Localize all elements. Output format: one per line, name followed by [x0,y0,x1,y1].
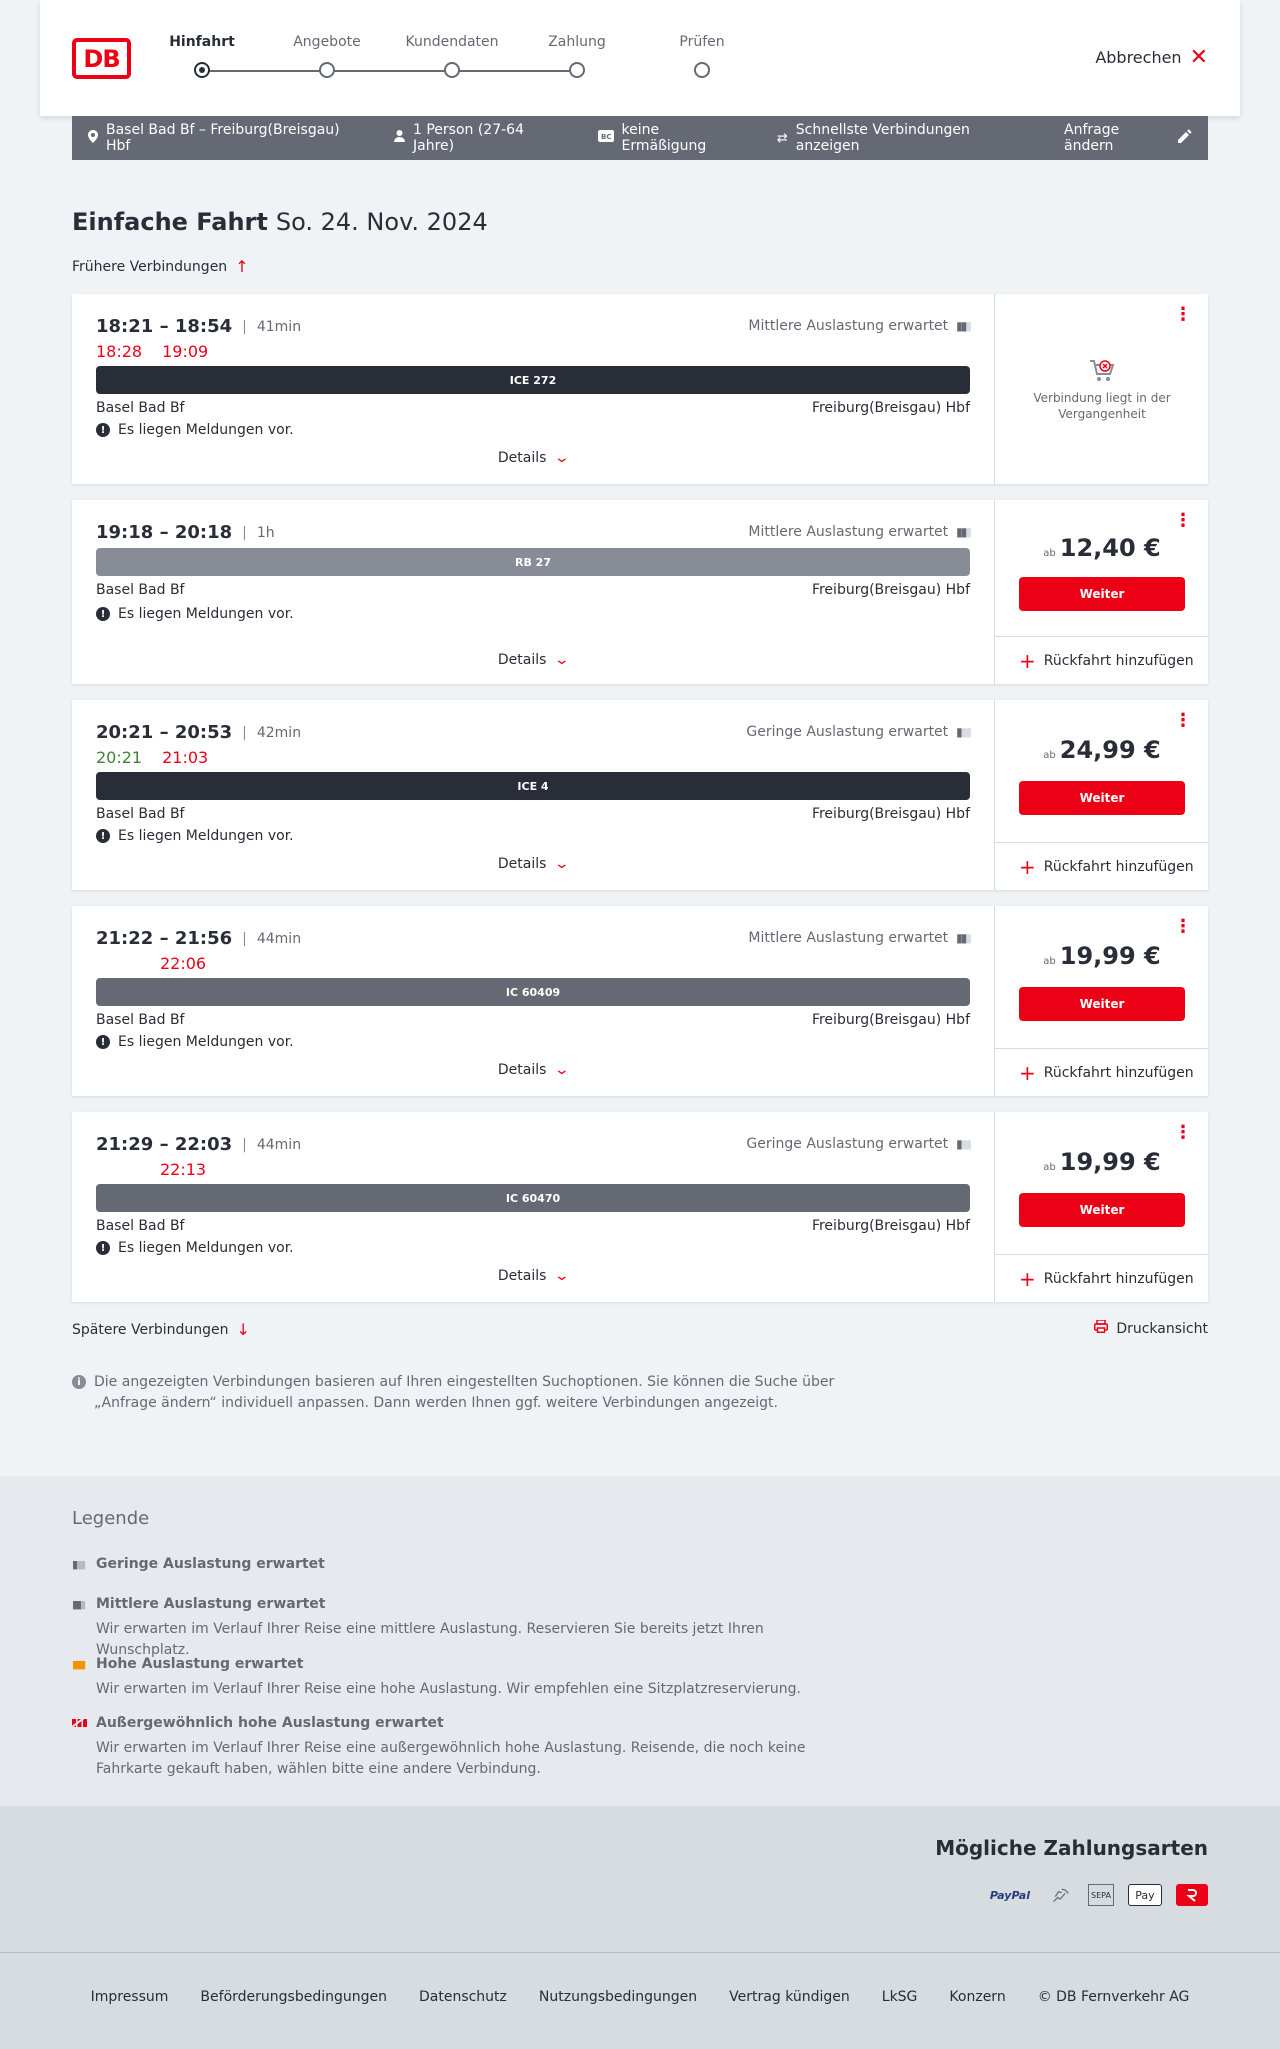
separator: | [242,318,247,335]
step-label: Angebote [293,34,361,50]
later-connections-label: Spätere Verbindungen [72,1321,229,1338]
connection-times: 18:21 – 18:54 | 41min [96,316,302,337]
past-text-line2: Vergangenheit [1058,407,1146,421]
realtime-times [96,748,208,767]
add-return-label: Rückfahrt hinzufügen [1043,652,1194,669]
bahncard-badge-text: BC [600,133,611,141]
realtime-arrival: 22:06 [160,954,207,973]
duration: 41min [256,318,302,335]
legend-item-title: Außergewöhnlich hohe Auslastung erwartet [96,1715,444,1731]
connection-card [72,500,1208,684]
continue-button[interactable]: Weiter [1019,781,1185,815]
sepa-icon: SEPA [1088,1884,1114,1906]
step-kundendaten[interactable] [402,34,502,50]
origin-station: Basel Bad Bf [96,806,185,822]
message-text: Es liegen Meldungen vor. [118,1034,294,1050]
change-request-label: Anfrage ändern [1064,122,1120,154]
plus-icon: + [1019,1060,1036,1085]
summary-persons [394,122,566,154]
departure-time: 18:21 [96,316,154,337]
plus-icon: + [1019,1266,1036,1291]
price-prefix: ab [1043,1162,1056,1173]
connection-card [72,906,1208,1096]
message-notice[interactable] [96,422,294,438]
legend-item-desc: Wir erwarten im Verlauf Ihrer Reise eine hohe Auslastung. Wir empfehlen eine Sitzplatzreservierung. [96,1681,801,1697]
realtime-arrival: 19:09 [162,342,209,361]
step-label: Kundendaten [405,34,499,50]
page-footer [0,1952,1280,2049]
arrival-time: 20:18 [174,522,233,543]
close-icon: ✕ [1189,44,1208,70]
payment-icons [986,1884,1208,1906]
origin-station: Basel Bad Bf [96,1218,185,1234]
details-label: Details [497,1062,547,1078]
booking-header [40,0,1240,116]
price [995,534,1209,562]
message-notice[interactable] [96,828,294,844]
train-bar[interactable]: RB 27 [96,548,970,576]
connection-details-area[interactable] [72,294,994,484]
connection-details-area[interactable] [72,1112,994,1302]
realtime-times [96,342,208,361]
separator: | [242,724,247,741]
departure-time: 21:22 [96,928,154,949]
occupancy-info [748,318,970,334]
step-pruefen[interactable] [652,34,752,50]
realtime-times [96,954,206,973]
occupancy-label: Mittlere Auslastung erwartet [748,930,949,946]
apple-pay-text: Pay [1135,1888,1155,1902]
origin-station: Basel Bad Bf [96,400,185,416]
offer-area [994,906,1208,1096]
occupancy-medium-icon: ▮▮▮ [72,1598,85,1611]
earlier-connections-link[interactable] [72,257,249,276]
footer-link-datenschutz[interactable]: Datenschutz [418,1989,507,2005]
add-return-label: Rückfahrt hinzufügen [1043,1270,1194,1287]
destination-station: Freiburg(Breisgau) Hbf [811,582,970,598]
footer-link-lksg[interactable]: LkSG [881,1989,918,2005]
separator: | [242,930,247,947]
cart-unavailable-icon [995,358,1209,384]
summary-route [88,122,362,154]
db-pay-icon [1176,1884,1208,1906]
connection-times: 19:18 – 20:18 | 1h [96,522,275,543]
step-hinfahrt [152,34,252,50]
duration: 1h [256,524,275,541]
destination-station: Freiburg(Breisgau) Hbf [811,1218,970,1234]
footer-link-befoerderungsbedingungen[interactable]: Beförderungsbedingungen [200,1989,387,2005]
summary-persons-text: 1 Person (27-64 Jahre) [412,122,524,154]
step-label: Zahlung [548,34,606,50]
summary-discount [598,122,745,154]
payment-methods [0,1806,1280,1952]
train-bar[interactable]: ICE 4 [96,772,970,800]
message-notice[interactable] [96,606,294,622]
swap-icon: ⇄ [776,130,788,146]
occupancy-label: Geringe Auslastung erwartet [746,1136,949,1152]
origin-station: Basel Bad Bf [96,1012,185,1028]
price-value: 19,99 € [1059,1148,1161,1176]
destination-station: Freiburg(Breisgau) Hbf [811,400,970,416]
occupancy-label: Geringe Auslastung erwartet [746,724,949,740]
legend-title: Legende [72,1508,150,1529]
pencil-icon [1178,129,1192,147]
footer-link-nutzungsbedingungen[interactable]: Nutzungsbedingungen [538,1989,698,2005]
message-text: Es liegen Meldungen vor. [118,828,294,844]
chevron-down-icon: ⌄ [554,1268,571,1284]
print-view-link[interactable] [1094,1320,1208,1337]
later-connections-link[interactable] [72,1320,250,1339]
details-label: Details [497,450,547,466]
chevron-down-icon: ⌄ [554,1062,571,1078]
occupancy-label: Mittlere Auslastung erwartet [748,318,949,334]
occupancy-low-icon: ▮▮▮ [956,725,970,739]
legend-item-high [72,1654,852,1700]
connection-times: 21:22 – 21:56 | 44min [96,928,302,949]
summary-discount-text: keine Ermäßigung [621,122,707,154]
info-icon: i [72,1375,86,1389]
details-toggle[interactable] [72,856,994,872]
db-logo[interactable]: DB [72,38,131,79]
alert-icon: ! [96,423,110,437]
realtime-times [96,1160,206,1179]
legend-item-desc: Wir erwarten im Verlauf Ihrer Reise eine mittlere Auslastung. Reservieren Sie bereits jetzt Ihren Wunschplatz. [96,1621,764,1658]
message-text: Es liegen Meldungen vor. [118,606,294,622]
occupancy-label: Mittlere Auslastung erwartet [748,524,949,540]
note-text: Die angezeigten Verbindungen basieren auf Ihren eingestellten Suchoptionen. Sie können die Suche über „Anfrage ändern“ individuell anpassen. Dann werden Ihnen ggf. weitere Verbindungen angezeigt. [94,1374,835,1411]
occupancy-legend [0,1476,1280,1806]
add-return-button[interactable] [995,1254,1209,1302]
occupancy-medium-icon: ▮▮▮ [956,525,970,539]
footer-copyright: © DB Fernverkehr AG [1037,1989,1190,2005]
arrival-time: 20:53 [174,722,233,743]
occupancy-medium-icon: ▮▮▮ [956,931,970,945]
details-toggle[interactable] [72,1062,994,1078]
step-zahlung[interactable] [527,34,627,50]
price-value: 12,40 € [1059,534,1161,562]
occupancy-info [746,724,970,740]
departure-time: 19:18 [96,522,154,543]
cancel-label: Abbrechen [1095,48,1182,67]
plus-icon: + [1019,648,1036,673]
realtime-arrival: 21:03 [162,748,209,767]
legend-item-very-high [72,1713,852,1780]
chevron-down-icon: ⌄ [554,856,571,872]
add-return-button[interactable] [995,636,1209,684]
connection-card [72,700,1208,890]
duration: 44min [256,930,302,947]
details-toggle[interactable] [72,450,994,466]
arrival-time: 21:56 [174,928,233,949]
train-bar[interactable]: ICE 272 [96,366,970,394]
message-text: Es liegen Meldungen vor. [118,422,294,438]
footer-link-impressum[interactable]: Impressum [90,1989,169,2005]
footer-links [0,1989,1280,2005]
details-toggle[interactable] [72,1268,994,1284]
summary-fastest[interactable] [777,122,1032,154]
occupancy-medium-icon: ▮▮▮ [956,319,970,333]
details-toggle[interactable] [72,652,994,668]
price-prefix: ab [1043,750,1056,761]
more-options-icon[interactable]: ⋮ [1174,916,1192,937]
add-return-button[interactable] [995,1048,1209,1096]
occupancy-info [746,1136,970,1152]
separator: | [242,524,247,541]
destination-station: Freiburg(Breisgau) Hbf [811,806,970,822]
more-options-icon[interactable]: ⋮ [1174,1122,1192,1143]
step-label: Prüfen [679,34,725,50]
alert-icon: ! [96,829,110,843]
connection-details-area[interactable] [72,700,994,890]
departure-time: 21:29 [96,1134,154,1155]
bahncard-icon [598,130,614,146]
change-request-button[interactable] [1064,122,1192,154]
legend-item-title: Hohe Auslastung erwartet [96,1656,304,1672]
add-return-button[interactable] [995,842,1209,890]
price-value: 19,99 € [1059,942,1161,970]
price-value: 24,99 € [1059,736,1161,764]
arrival-time: 18:54 [174,316,233,337]
connection-times: 20:21 – 20:53 | 42min [96,722,302,743]
past-text-line1: Verbindung liegt in der [1033,391,1171,405]
legend-item-title: Mittlere Auslastung erwartet [96,1596,326,1612]
person-icon [394,130,405,146]
train-bar[interactable]: IC 60409 [96,978,970,1006]
origin-station: Basel Bad Bf [96,582,185,598]
continue-button[interactable]: Weiter [1019,1193,1185,1227]
page-title [72,208,488,236]
more-options-icon[interactable]: ⋮ [1174,510,1192,531]
occupancy-very-high-icon [72,1713,88,1734]
train-bar[interactable]: IC 60470 [96,1184,970,1212]
message-notice[interactable] [96,1240,294,1256]
apple-pay-icon [1128,1884,1162,1906]
paypal-icon: PayPal [989,1888,1030,1902]
realtime-departure: 20:21 [96,748,143,767]
past-connection-notice [995,358,1209,422]
price [995,736,1209,764]
printer-icon [1094,1320,1108,1337]
footer-link-vertrag-kuendigen[interactable]: Vertrag kündigen [729,1989,850,2005]
footer-link-konzern[interactable]: Konzern [949,1989,1006,2005]
continue-button[interactable]: Weiter [1019,987,1185,1021]
destination-station: Freiburg(Breisgau) Hbf [811,1012,970,1028]
connection-details-area[interactable] [72,500,994,684]
offer-area [994,500,1208,684]
occupancy-low-icon: ▮▮▮ [72,1558,85,1571]
continue-button[interactable]: Weiter [1019,577,1185,611]
realtime-departure: 18:28 [96,342,143,361]
step-indicator [694,62,710,78]
connection-card [72,1112,1208,1302]
plus-icon: + [1019,854,1036,879]
connection-details-area[interactable] [72,906,994,1096]
arrow-down-icon: ↓ [236,1320,250,1339]
duration: 44min [256,1136,302,1153]
pin-icon [88,130,98,147]
add-return-label: Rückfahrt hinzufügen [1043,858,1194,875]
payment-title: Mögliche Zahlungsarten [935,1836,1208,1860]
offer-area [994,1112,1208,1302]
alert-icon: ! [96,607,110,621]
realtime-arrival: 22:13 [160,1160,207,1179]
booking-stepper [169,34,725,84]
summary-route-text: Basel Bad Bf – Freiburg(Breisgau) Hbf [106,122,340,154]
step-label: Hinfahrt [169,34,235,50]
connection-card [72,294,1208,484]
step-angebote[interactable] [277,34,377,50]
step-indicator [569,62,585,78]
occupancy-info [748,524,970,540]
stepper-line [202,70,577,72]
chevron-down-icon: ⌄ [554,652,571,668]
step-indicator [319,62,335,78]
price-prefix: ab [1043,548,1056,559]
offer-area [994,700,1208,890]
arrow-up-icon: ↑ [235,257,249,276]
legend-item-medium [72,1594,852,1661]
step-indicator [444,62,460,78]
details-label: Details [497,1268,547,1284]
price [995,942,1209,970]
print-view-label: Druckansicht [1116,1320,1208,1337]
departure-time: 20:21 [96,722,154,743]
earlier-connections-label: Frühere Verbindungen [72,258,228,275]
summary-fastest-text: Schnellste Verbindungen anzeigen [795,122,970,154]
more-options-icon[interactable]: ⋮ [1174,304,1192,325]
message-notice[interactable] [96,1034,294,1050]
legend-item-desc: Wir erwarten im Verlauf Ihrer Reise eine außergewöhnlich hohe Auslastung. Reisende, die noch keine Fahrkarte gekauft haben, wählen bitte eine andere Verbindung. [96,1740,806,1777]
occupancy-high-icon: ▮▮▮ [72,1658,85,1671]
trip-date: So. 24. Nov. 2024 [275,208,488,236]
legend-item-title: Geringe Auslastung erwartet [96,1556,325,1572]
search-options-note [72,1372,852,1414]
trip-type: Einfache Fahrt [72,208,268,236]
offer-area [994,294,1208,484]
alert-icon: ! [96,1035,110,1049]
chevron-down-icon: ⌄ [554,450,571,466]
details-label: Details [497,652,547,668]
duration: 42min [256,724,302,741]
arrival-time: 22:03 [174,1134,233,1155]
price [995,1148,1209,1176]
details-label: Details [497,856,547,872]
separator: | [242,1136,247,1153]
price-prefix: ab [1043,956,1056,967]
connection-times: 21:29 – 22:03 | 44min [96,1134,302,1155]
alert-icon: ! [96,1241,110,1255]
message-text: Es liegen Meldungen vor. [118,1240,294,1256]
legend-item-low [72,1554,325,1575]
more-options-icon[interactable]: ⋮ [1174,710,1192,731]
search-summary-bar [72,116,1208,160]
cancel-button[interactable] [1095,44,1208,70]
occupancy-low-icon: ▮▮▮ [956,1137,970,1151]
handshake-icon [1048,1884,1074,1906]
add-return-label: Rückfahrt hinzufügen [1043,1064,1194,1081]
occupancy-info [748,930,970,946]
step-indicator [194,62,210,78]
